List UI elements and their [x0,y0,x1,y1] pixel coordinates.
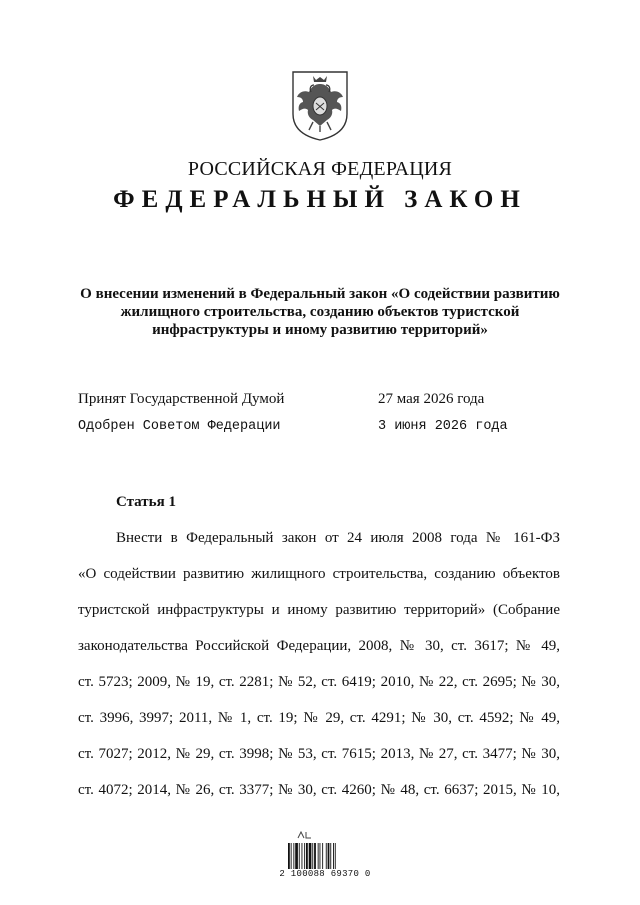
article-line: ст. 7027; 2012, № 29, ст. 3998; № 53, ст. 7615; 2013, № 27, ст. 3477; № 30, [78,746,560,762]
barcode-bar [295,843,298,869]
barcode-bar [333,843,334,869]
barcode-bar [328,843,330,869]
russian-coat-of-arms-icon [289,70,351,142]
article-body [78,528,560,816]
law-title [60,285,580,339]
barcode-bar [299,843,300,869]
barcode-bar [306,843,308,869]
law-title-line: инфраструктуры и иному развитию территорий» [152,322,488,338]
barcode-bar [330,843,331,869]
barcode-bar [320,843,321,869]
council-approval-label: Одобрен Советом Федерации [78,419,281,434]
article-line: туристской инфраструктуры и иному развитию территорий» (Собрание [78,602,560,618]
article-line: законодательства Российской Федерации, 2008, № 30, ст. 3617; № 49, [78,638,560,654]
article-heading: Статья 1 [116,494,176,510]
article-line: «О содействии развитию жилищного строительства, созданию объектов [78,566,560,582]
barcode-bar [318,843,319,869]
barcode-bar [335,843,336,869]
barcode-bar [312,843,313,869]
duma-adoption-date: 27 мая 2026 года [378,391,485,407]
barcode-bar [293,843,294,869]
barcode-bar [302,843,303,869]
barcode-bar [322,843,323,869]
barcode-number: 2 100088 69370 0 [279,869,371,879]
barcode-bar [304,843,305,869]
article-line: ст. 4072; 2014, № 26, ст. 3377; № 30, ст. 4260; № 48, ст. 6637; 2015, № 10, [78,782,560,798]
barcode-bar [291,843,292,869]
duma-adoption-label: Принят Государственной Думой [78,391,285,407]
article-line: ст. 5723; 2009, № 19, ст. 2281; № 52, ст. 6419; 2010, № 22, ст. 2695; № 30, [78,674,560,690]
law-title-line: О внесении изменений в Федеральный закон «О содействии развитию [80,286,560,302]
registry-mark-icon [297,830,313,840]
law-title-line: жилищного строительства, созданию объектов туристской [120,304,520,320]
country-name: РОССИЙСКАЯ ФЕДЕРАЦИЯ [187,158,453,180]
article-line: ст. 3996, 3997; 2011, № 1, ст. 19; № 29, ст. 4291; № 30, ст. 4592; № 49, [78,710,560,726]
barcode-icon [288,843,358,869]
article-line: Внести в Федеральный закон от 24 июля 2008 года № 161-ФЗ [116,530,560,546]
barcode-bar [326,843,327,869]
council-approval-date: 3 июня 2026 года [378,419,508,434]
barcode-bar [314,843,316,869]
document-type: ФЕДЕРАЛЬНЫЙ ЗАКОН [113,186,527,213]
barcode-bar [309,843,312,869]
barcode-bar [288,843,290,869]
